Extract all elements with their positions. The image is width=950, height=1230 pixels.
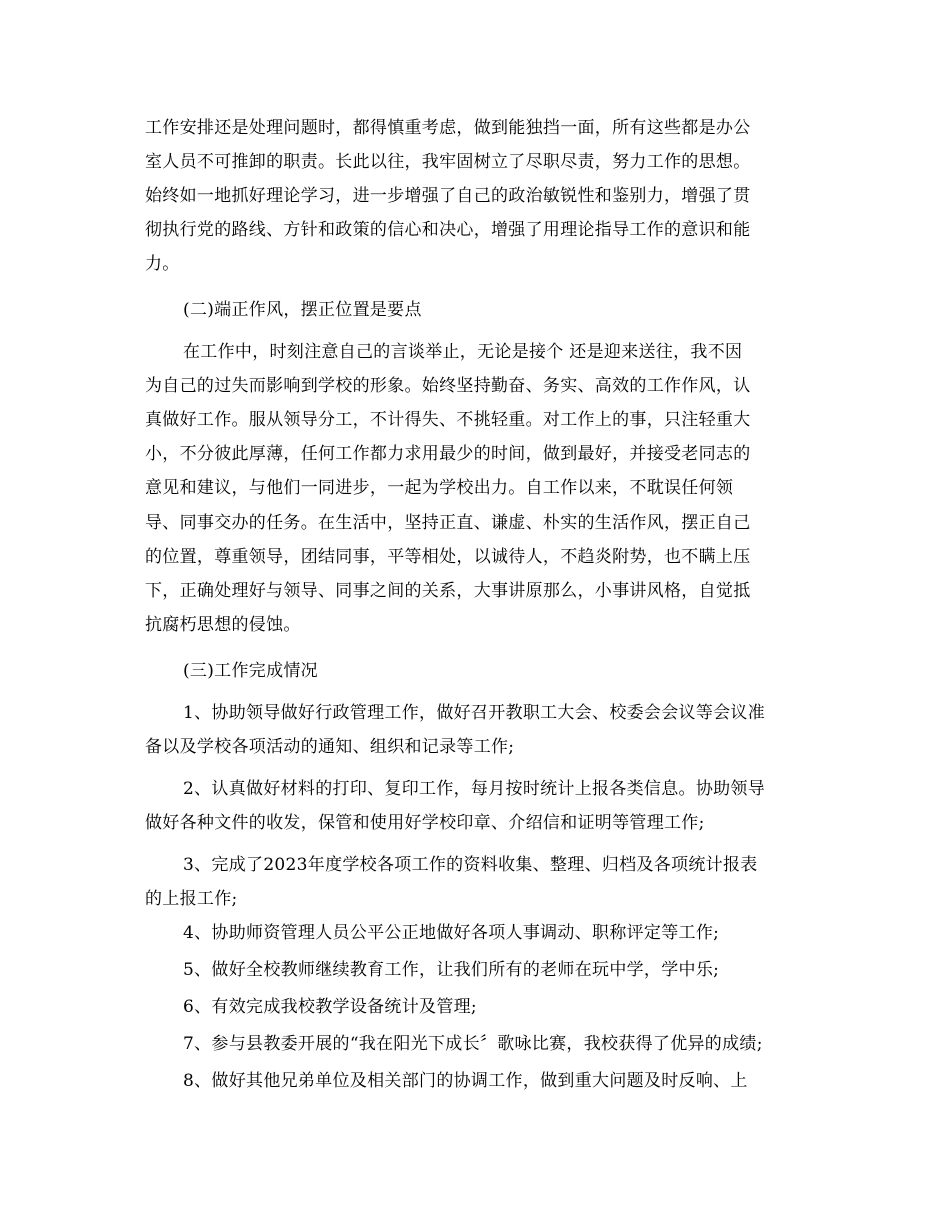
text-line: 室人员不可推卸的职责。长此以往，我牢固树立了尽职尽责，努力工作的思想。 bbox=[145, 152, 751, 172]
list-item: 6、有效完成我校教学设备统计及管理; bbox=[183, 997, 477, 1017]
list-item: 7、参与县教委开展的“我在阳光下成长〞歌咏比赛，我校获得了优异的成绩; bbox=[183, 1034, 763, 1054]
section-heading: (二)端正作风，摆正位置是要点 bbox=[183, 300, 422, 320]
text-line: 的上报工作; bbox=[145, 889, 238, 909]
list-item: 4、协助师资管理人员公平公正地做好各项人事调动、职称评定等工作; bbox=[183, 923, 720, 943]
text-line: 力。 bbox=[145, 254, 180, 274]
text-line: 备以及学校各项活动的通知、组织和记录等工作; bbox=[145, 737, 515, 757]
text-line: 工作安排还是处理问题时，都得慎重考虑，做到能独挡一面，所有这些都是办公 bbox=[145, 118, 751, 138]
text-line: 下，正确处理好与领导、同事之间的关系，大事讲原那么，小事讲风格，自觉抵 bbox=[145, 581, 751, 601]
text-line: 导、同事交办的任务。在生活中，坚持正直、谦虚、朴实的生活作风，摆正自己 bbox=[145, 513, 751, 533]
list-item: 2、认真做好材料的打印、复印工作，每月按时统计上报各类信息。协助领导 bbox=[183, 779, 766, 799]
list-item: 3、完成了2023年度学校各项工作的资料收集、整理、归档及各项统计报表 bbox=[183, 855, 758, 875]
text-line: 彻执行党的路线、方针和政策的信心和决心，增强了用理论指导工作的意识和能 bbox=[145, 220, 751, 240]
list-item: 8、做好其他兄弟单位及相关部门的协调工作，做到重大问题及时反响、上 bbox=[183, 1071, 748, 1091]
section-heading: (三)工作完成情况 bbox=[183, 661, 318, 681]
list-item: 1、协助领导做好行政管理工作，做好召开教职工大会、校委会会议等会议准 bbox=[183, 703, 766, 723]
text-line: 的位置，尊重领导，团结同事，平等相处，以诚待人，不趋炎附势，也不瞒上压 bbox=[145, 547, 751, 567]
text-line: 始终如一地抓好理论学习，进一步增强了自己的政治敏锐性和鉴别力，增强了贯 bbox=[145, 186, 751, 206]
text-line: 为自己的过失而影响到学校的形象。始终坚持勤奋、务实、高效的工作作风，认 bbox=[145, 376, 751, 396]
text-line: 小，不分彼此厚薄，任何工作都力求用最少的时间，做到最好，并接受老同志的 bbox=[145, 444, 751, 464]
text-line: 做好各种文件的收发，保管和使用好学校印章、介绍信和证明等管理工作; bbox=[145, 813, 705, 833]
text-line: 抗腐朽思想的侵蚀。 bbox=[145, 615, 301, 635]
text-line: 真做好工作。服从领导分工，不计得失、不挑轻重。对工作上的事，只注轻重大 bbox=[145, 410, 751, 430]
list-item: 5、做好全校教师继续教育工作，让我们所有的老师在玩中学，学中乐; bbox=[183, 960, 720, 980]
text-line: 在工作中，时刻注意自己的言谈举止，无论是接个 还是迎来送往，我不因 bbox=[183, 342, 743, 362]
text-line: 意见和建议，与他们一同进步，一起为学校出力。自工作以来，不耽误任何领 bbox=[145, 478, 734, 498]
